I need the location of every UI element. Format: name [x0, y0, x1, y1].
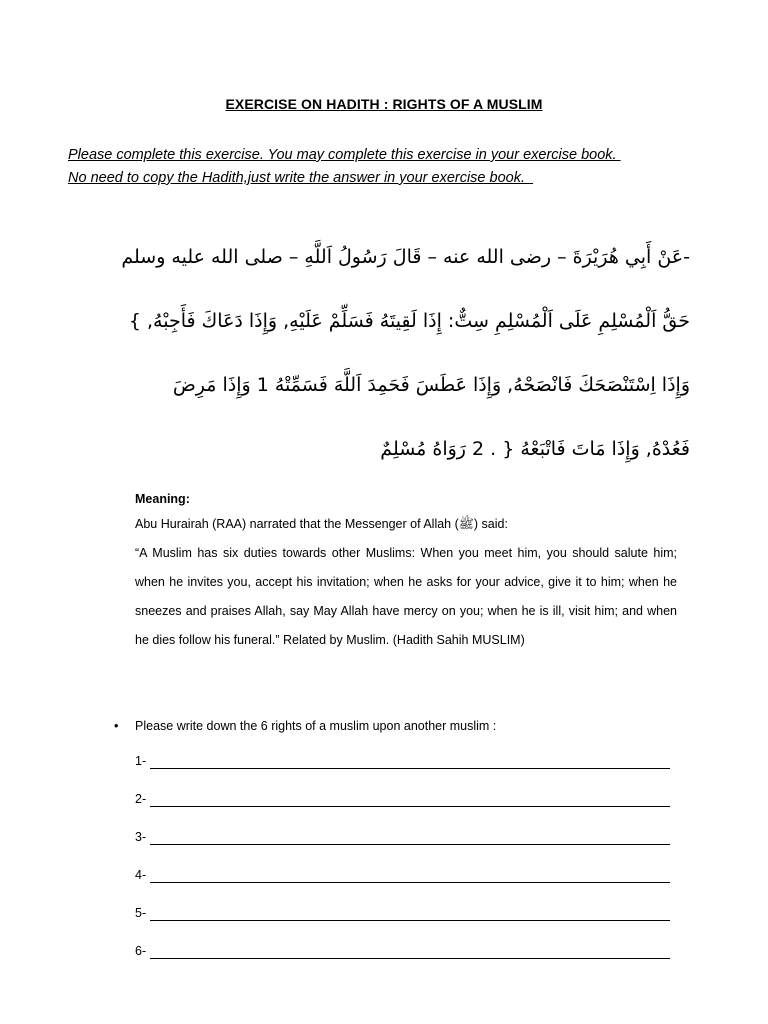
- answer-number: 6-: [135, 944, 147, 958]
- meaning-narration: Abu Hurairah (RAA) narrated that the Messenger of Allah (ﷺ) said:: [135, 517, 508, 531]
- answer-row-4[interactable]: [135, 866, 675, 904]
- instruction-line-1: Please complete this exercise. You may complete this exercise in your exercise book.: [68, 147, 621, 163]
- arabic-line-1: -عَنْ أَبِي هُرَيْرَةَ – رضى الله عنه – قَالَ رَسُولُ اَللَّهِ – صلى الله عليه وسلم: [121, 246, 690, 268]
- hadith-arabic-text: [120, 228, 690, 484]
- answer-number: 1-: [135, 754, 147, 768]
- answer-lines: [135, 752, 675, 980]
- meaning-body: “A Muslim has six duties towards other Muslims: When you meet him, you should salute him; when he invites you, accept his invitation; when he asks for your advice, give it to him; when he sneezes and praises Allah, say May Allah have mercy on you; when he is ill, visit him; and when he dies follow his funeral.” Related by Muslim. (Hadith Sahih MUSLIM): [135, 546, 677, 647]
- answer-row-6[interactable]: [135, 942, 675, 980]
- answer-row-3[interactable]: [135, 828, 675, 866]
- bullet-icon: •: [114, 719, 119, 733]
- instruction-line-2: No need to copy the Hadith,just write the answer in your exercise book.: [68, 170, 534, 186]
- answer-blank[interactable]: [150, 920, 670, 921]
- arabic-line-3: وَإِذَا اِسْتَنْصَحَكَ فَانْصَحْهُ, وَإِذَا عَطَسَ فَحَمِدَ اَللَّهَ فَسَمِّتْهُ 1 وَإِذَا مَرِضَ: [172, 374, 690, 396]
- answer-row-5[interactable]: [135, 904, 675, 942]
- answer-blank[interactable]: [150, 958, 670, 959]
- meaning-heading: Meaning:: [135, 492, 190, 506]
- answer-number: 5-: [135, 906, 147, 920]
- answer-number: 4-: [135, 868, 147, 882]
- arabic-line-2: حَقُّ اَلْمُسْلِمِ عَلَى اَلْمُسْلِمِ سِتٌّ: إِذَا لَقِيتَهُ فَسَلِّمْ عَلَيْهِ, وَإِذَا دَعَاكَ فَأَجِبْهُ, }: [128, 310, 690, 332]
- arabic-line-4: فَعُدْهُ, وَإِذَا مَاتَ فَاتْبَعْهُ { . 2 رَوَاهُ مُسْلِمٌ: [380, 438, 690, 460]
- answer-number: 3-: [135, 830, 147, 844]
- answer-row-1[interactable]: [135, 752, 675, 790]
- answer-blank[interactable]: [150, 768, 670, 769]
- answer-row-2[interactable]: [135, 790, 675, 828]
- instructions: [68, 144, 708, 190]
- answer-blank[interactable]: [150, 882, 670, 883]
- answer-blank[interactable]: [150, 806, 670, 807]
- question-item: [114, 716, 714, 736]
- page-title: EXERCISE ON HADITH : RIGHTS OF A MUSLIM: [225, 96, 543, 112]
- answer-blank[interactable]: [150, 844, 670, 845]
- meaning-section: [135, 489, 677, 655]
- answer-number: 2-: [135, 792, 147, 806]
- question-text: Please write down the 6 rights of a muslim upon another muslim :: [135, 719, 497, 733]
